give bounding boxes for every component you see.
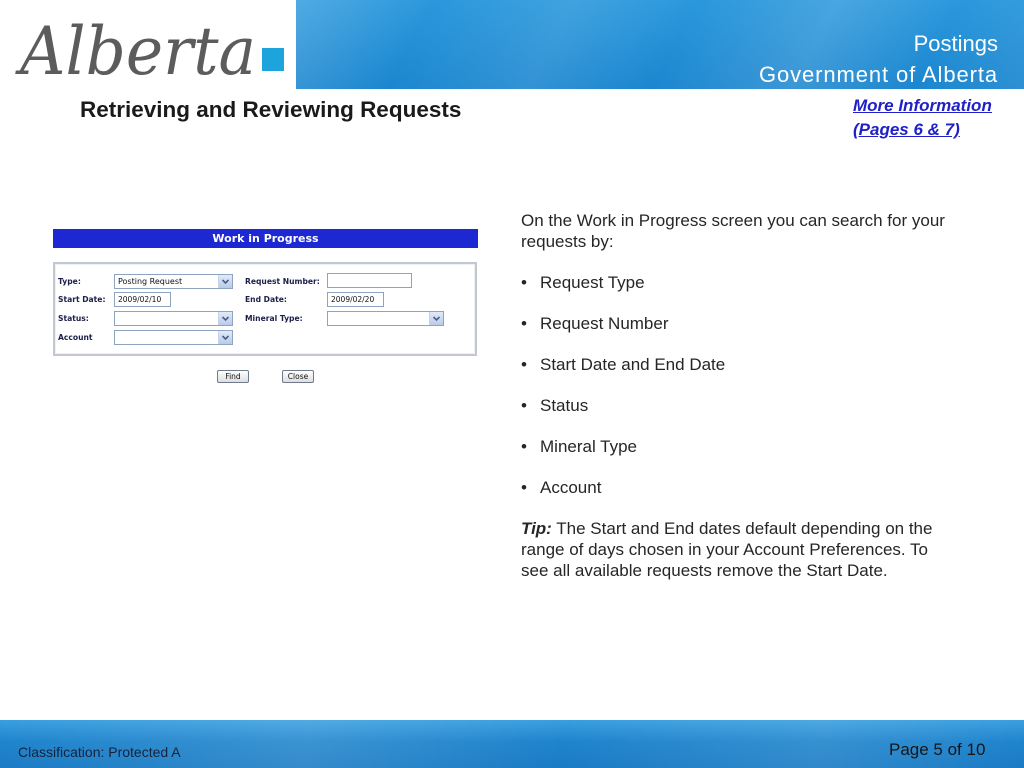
more-information-link[interactable] xyxy=(853,94,992,142)
header-subtitle: Government of Alberta xyxy=(758,62,998,87)
start-date-input[interactable] xyxy=(114,292,171,307)
header-banner xyxy=(296,0,1024,89)
mineral-type-label: Mineral Type: xyxy=(245,314,303,323)
tip-body: The Start and End dates default depending on the range of days chosen in your Account Preferences. To see all available requests remove the Start Date. xyxy=(521,519,933,580)
type-select[interactable] xyxy=(114,274,233,289)
search-instructions xyxy=(521,210,952,601)
type-label: Type: xyxy=(58,277,81,286)
start-date-label: Start Date: xyxy=(58,295,106,304)
find-button[interactable]: Find xyxy=(217,370,249,383)
logo-blue-square xyxy=(262,48,284,71)
intro-text: On the Work in Progress screen you can search for your requests by: xyxy=(521,211,945,251)
tip-label: Tip: xyxy=(521,519,552,538)
close-button[interactable]: Close xyxy=(282,370,314,383)
footer-bar xyxy=(0,720,1024,768)
alberta-logo-mark xyxy=(0,0,296,89)
request-number-input[interactable] xyxy=(327,273,412,288)
more-information-link-pages[interactable]: (Pages 6 & 7) xyxy=(853,120,960,139)
mineral-type-select[interactable] xyxy=(327,311,444,326)
page-number: Page 5 of 10 xyxy=(889,740,986,759)
chevron-down-icon[interactable] xyxy=(218,331,232,344)
end-date-label: End Date: xyxy=(245,295,287,304)
chevron-down-icon[interactable] xyxy=(218,312,232,325)
chevron-down-icon[interactable] xyxy=(218,275,232,288)
slide-title: Retrieving and Reviewing Requests xyxy=(80,97,462,122)
alberta-logo xyxy=(0,0,296,89)
header-title: Postings xyxy=(913,31,998,56)
list-item: • Request Type xyxy=(521,272,952,293)
search-criteria-list xyxy=(521,272,952,498)
work-in-progress-screenshot xyxy=(53,229,478,389)
request-number-label: Request Number: xyxy=(245,277,320,286)
tip-text xyxy=(521,518,952,581)
list-item: • Mineral Type xyxy=(521,436,952,457)
list-item: • Account xyxy=(521,477,952,498)
status-select[interactable] xyxy=(114,311,233,326)
end-date-input[interactable] xyxy=(327,292,384,307)
account-label: Account xyxy=(58,333,93,342)
status-label: Status: xyxy=(58,314,89,323)
more-information-link-label[interactable]: More Information xyxy=(853,96,992,115)
work-in-progress-title-bar: Work in Progress xyxy=(53,229,478,248)
list-item: • Status xyxy=(521,395,952,416)
classification-label: Classification: Protected A xyxy=(18,744,181,760)
account-select[interactable] xyxy=(114,330,233,345)
logo-wordmark: Alberta xyxy=(14,13,256,89)
list-item: • Request Number xyxy=(521,313,952,334)
type-select-value: Posting Request xyxy=(118,277,183,286)
chevron-down-icon[interactable] xyxy=(429,312,443,325)
list-item: • Start Date and End Date xyxy=(521,354,952,375)
